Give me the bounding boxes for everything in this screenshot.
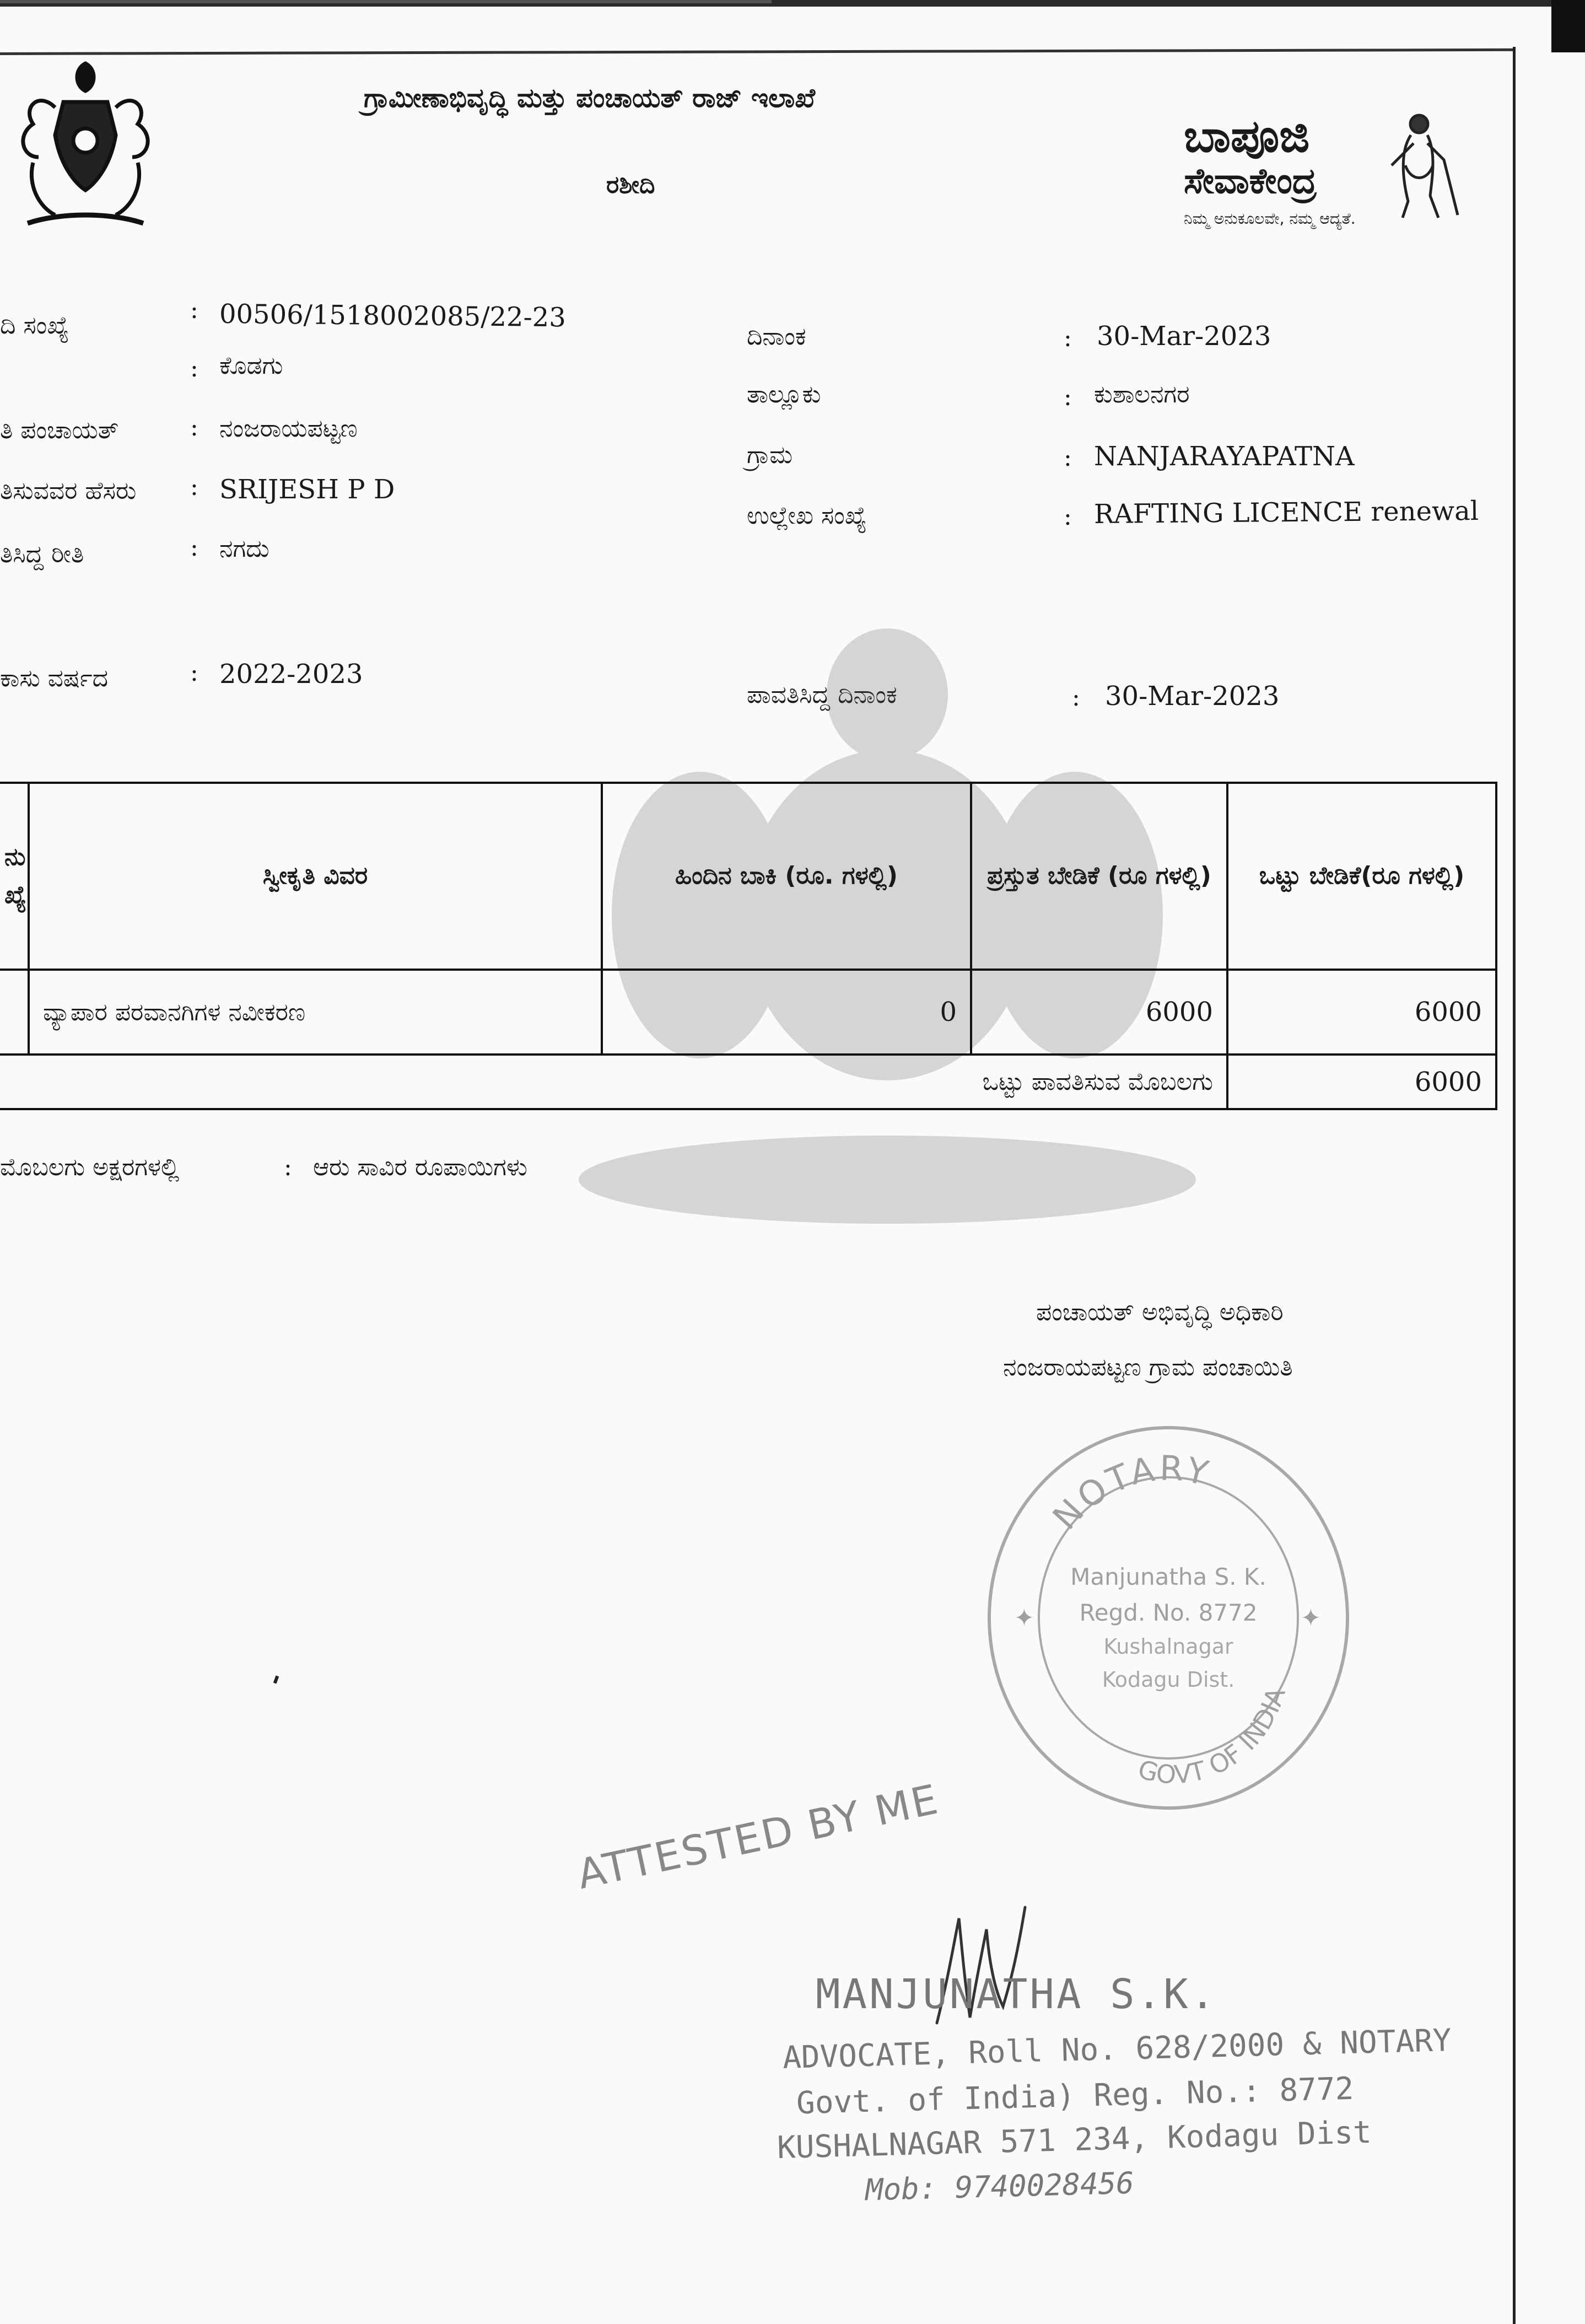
receipt-number-label: ದಿ ಸಂಖ್ಯೆ: [0, 311, 69, 340]
seal-name: Manjunatha S. K.: [1070, 1563, 1266, 1590]
gandhi-figure-icon: [1372, 110, 1466, 220]
village-label: ಗ್ರಾಮ: [747, 441, 793, 469]
colon: :: [1064, 503, 1072, 531]
payment-mode-value: ನಗದು: [219, 535, 269, 563]
panchayat-value: ನಂಜರಾಯಪಟ್ಟಣ: [219, 415, 358, 443]
reference-number-label: ಉಲ್ಲೇಖ ಸಂಖ್ಯೆ: [747, 502, 867, 530]
receipt-number-value: 00506/1518002085/22-23: [219, 298, 567, 333]
notary-line-4: Mob: 9740028456: [865, 2165, 1135, 2208]
column-header-total-demand: ಒಟ್ಟು ಬೇಡಿಕೆ(ರೂ ಗಳಲ್ಲಿ): [1227, 783, 1496, 970]
village-value: NANJARAYAPATNA: [1094, 441, 1355, 472]
svg-text:NOTARY: [1045, 1448, 1215, 1537]
financial-year-value: 2022-2023: [219, 659, 363, 690]
notary-line-1: ADVOCATE, Roll No. 628/2000 & NOTARY: [782, 2022, 1452, 2076]
notary-name: MANJUNATHA S.K.: [816, 1971, 1217, 2018]
bapuji-logo: [1168, 110, 1477, 237]
amount-in-words-value: ಆರು ಸಾವಿರ ರೂಪಾಯಿಗಳು: [313, 1153, 527, 1181]
cell-previous-due: 0: [602, 970, 971, 1055]
amount-in-words-label: ಮೊಬಲಗು ಅಕ್ಷರಗಳಲ್ಲಿ: [0, 1153, 180, 1181]
table-header-row: [0, 783, 1496, 970]
page-border-right: [1513, 47, 1516, 2324]
payment-date-label: ಪಾವತಿಸಿದ್ದ ದಿನಾಂಕ: [747, 681, 897, 709]
panchayat-label: ತಿ ಪಂಚಾಯತ್: [0, 416, 119, 444]
attested-stamp: ATTESTED BY ME: [573, 1776, 944, 1899]
logo-tagline: ನಿಮ್ಮ ಅನುಕೂಲವೇ, ನಮ್ಮ ಆದ್ಯತೆ.: [1184, 209, 1356, 228]
total-value: 6000: [1227, 1055, 1496, 1109]
payer-name-value: SRIJESH P D: [219, 474, 395, 505]
colon: :: [1064, 444, 1072, 472]
signatory-designation: ಪಂಚಾಯತ್ ಅಭಿವೃದ್ಧಿ ಅಧಿಕಾರಿ: [1036, 1298, 1284, 1326]
cell-total-demand: 6000: [1227, 970, 1496, 1055]
scan-edge-shadow: [0, 0, 772, 3]
ink-speck: [273, 1675, 279, 1683]
seal-regd: Regd. No. 8772: [1079, 1599, 1258, 1626]
colon: :: [1064, 324, 1072, 352]
signatory-office: ನಂಜರಾಯಪಟ್ಟಣ ಗ್ರಾಮ ಪಂಚಾಯಿತಿ: [1003, 1353, 1293, 1381]
district-value: ಕೊಡಗು: [219, 352, 283, 380]
colon: :: [284, 1153, 292, 1181]
date-value: 30-Mar-2023: [1097, 321, 1271, 352]
department-title: ಗ್ರಾಮೀಣಾಭಿವೃದ್ಧಿ ಮತ್ತು ಪಂಚಾಯತ್ ರಾಜ್ ಇಲಾಖೆ: [364, 83, 816, 114]
colon: :: [190, 413, 198, 442]
cell-description: ವ್ಯಾಪಾರ ಪರವಾನಗಿಗಳ ನವೀಕರಣ: [29, 970, 602, 1055]
seal-star-icon: ✦: [1014, 1604, 1034, 1632]
document-type: ರಶೀದಿ: [606, 171, 655, 199]
cell-current-demand: 6000: [971, 970, 1227, 1055]
colon: :: [190, 473, 198, 501]
colon: :: [190, 659, 198, 687]
colon: :: [190, 296, 198, 324]
column-header-sl: ನು ಖ್ಯೆ: [0, 783, 29, 970]
taluk-label: ತಾಲ್ಲೂಕು: [747, 380, 821, 408]
payment-date-value: 30-Mar-2023: [1105, 681, 1280, 712]
table-total-row: [0, 1055, 1496, 1109]
fees-table: [0, 782, 1497, 1110]
colon: :: [190, 534, 198, 562]
column-header-description: ಸ್ವೀಕೃತಿ ವಿವರ: [29, 783, 602, 970]
seal-district: Kodagu Dist.: [1102, 1667, 1235, 1692]
seal-bottom-text: GOVT OF INDIA: [1135, 1683, 1291, 1790]
seal-top-text: NOTARY: [1044, 1448, 1216, 1537]
reference-number-value: RAFTING LICENCE renewal: [1093, 495, 1479, 530]
column-header-current-demand: ಪ್ರಸ್ತುತ ಬೇಡಿಕೆ (ರೂ ಗಳಲ್ಲಿ): [971, 783, 1227, 970]
page-border-top: [0, 49, 1516, 55]
notary-seal-icon: [981, 1419, 1356, 1816]
financial-year-label: ಕಾಸು ವರ್ಷದ: [0, 664, 109, 692]
payer-name-label: ತಿಸುವವರ ಹೆಸರು: [0, 477, 137, 505]
payment-mode-label: ತಿಸಿದ್ದ ರೀತಿ: [0, 540, 84, 568]
seal-star-icon: ✦: [1301, 1604, 1321, 1632]
taluk-value: ಕುಶಾಲನಗರ: [1094, 380, 1190, 408]
svg-text:GOVT OF INDIA: [1135, 1683, 1291, 1790]
scan-corner: [1551, 0, 1585, 52]
table-row: [0, 970, 1496, 1055]
notary-line-3: KUSHALNAGAR 571 234, Kodagu Dist: [777, 2114, 1372, 2166]
logo-sub-text: ಸೇವಾಕೇಂದ್ರ: [1184, 161, 1317, 202]
column-header-previous-due: ಹಿಂದಿನ ಬಾಕಿ (ರೂ. ಗಳಲ್ಲಿ): [602, 783, 971, 970]
state-emblem-icon: [11, 58, 160, 240]
total-label: ಒಟ್ಟು ಪಾವತಿಸುವ ಮೊಬಲಗು: [0, 1055, 1227, 1109]
seal-place: Kushalnagar: [1103, 1634, 1233, 1659]
colon: :: [190, 354, 198, 383]
cell-sl: [0, 970, 29, 1055]
colon: :: [1072, 684, 1080, 712]
logo-main-text: ಬಾಪೂಜಿ: [1184, 110, 1310, 163]
notary-line-2: Govt. of India) Reg. No.: 8772: [796, 2070, 1355, 2122]
colon: :: [1064, 383, 1072, 411]
date-label: ದಿನಾಂಕ: [747, 322, 806, 351]
